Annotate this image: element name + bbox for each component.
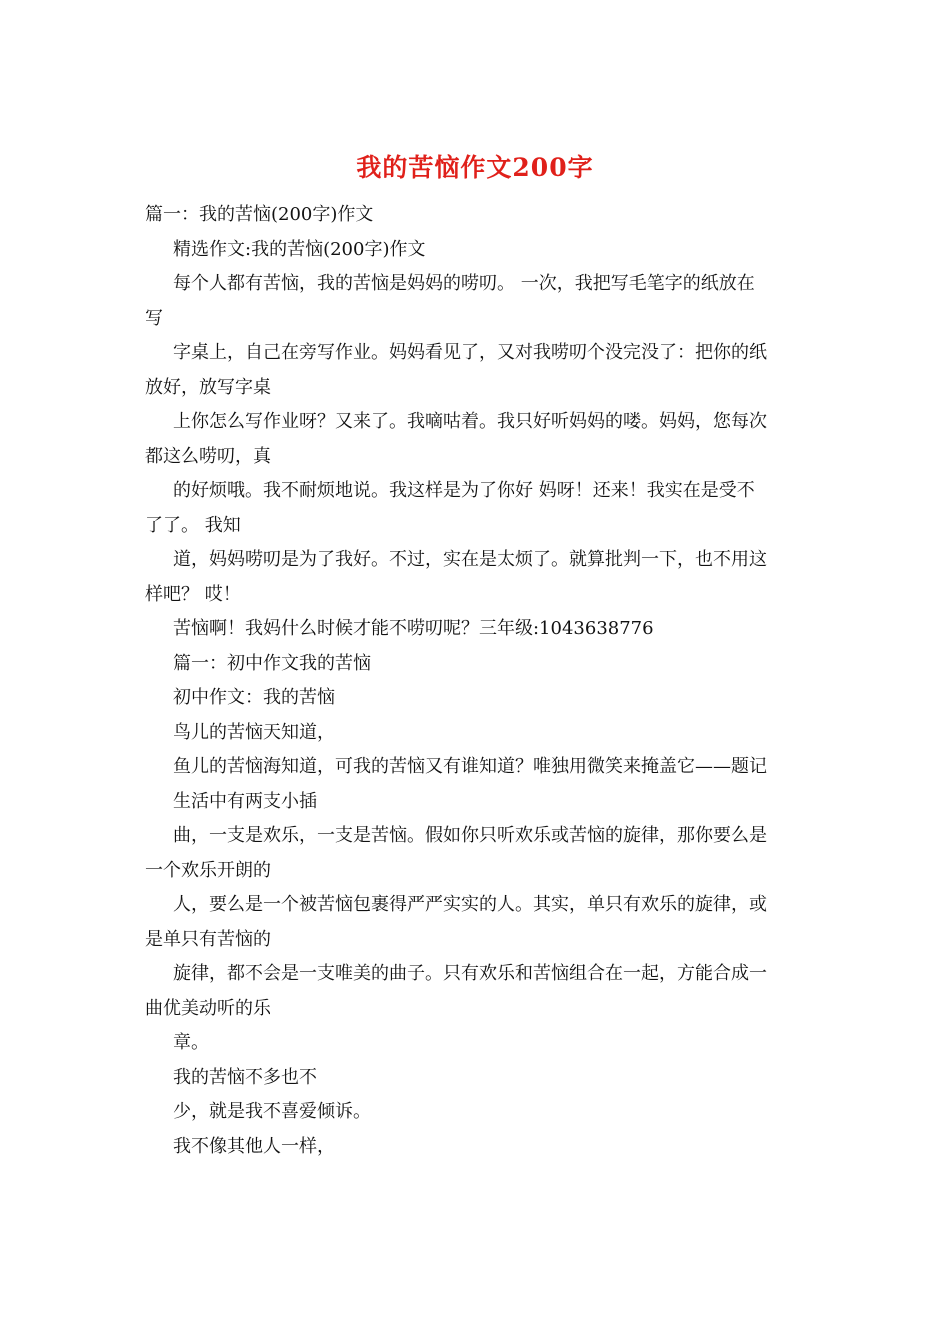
text-line: 生活中有两支小插 xyxy=(173,790,317,812)
text-line: 我的苦恼不多也不 xyxy=(173,1066,317,1088)
text-line: 都这么唠叨，真 xyxy=(145,445,271,467)
text-line: 道，妈妈唠叨是为了我好。不过，实在是太烦了。就算批判一下，也不用这 xyxy=(173,549,767,570)
text-line: 苦恼啊！我妈什么时候才能不唠叨呢？三年级:1043638776 xyxy=(173,618,654,639)
text-line: 章。 xyxy=(173,1032,209,1053)
text-line: 字桌上，自己在旁写作业。妈妈看见了，又对我唠叨个没完没了：把你的纸 xyxy=(173,342,767,363)
text-line: 篇一：我的苦恼(200字)作文 xyxy=(145,204,374,225)
text-line: 上你怎么写作业呀？又来了。我嘀咕着。我只好听妈妈的喽。妈妈，您每次 xyxy=(173,411,767,432)
text-line: 我不像其他人一样， xyxy=(173,1135,335,1157)
text-line: 放好，放写字桌 xyxy=(145,376,271,398)
text-line: 了了。 我知 xyxy=(145,514,241,536)
text-line: 精选作文:我的苦恼(200字)作文 xyxy=(173,238,426,260)
text-line: 一个欢乐开朗的 xyxy=(145,859,271,881)
text-line: 少，就是我不喜爱倾诉。 xyxy=(173,1101,371,1122)
text-line: 初中作文：我的苦恼 xyxy=(173,687,335,708)
text-line: 鸟儿的苦恼天知道， xyxy=(173,721,335,743)
text-line: 每个人都有苦恼，我的苦恼是妈妈的唠叨。 一次，我把写毛笔字的纸放在 xyxy=(173,273,755,294)
text-line: 篇一：初中作文我的苦恼 xyxy=(173,652,371,674)
text-line: 曲优美动听的乐 xyxy=(145,997,271,1019)
text-line: 的好烦哦。我不耐烦地说。我这样是为了你好 妈呀！还来！我实在是受不 xyxy=(173,480,755,501)
text-line: 曲，一支是欢乐，一支是苦恼。假如你只听欢乐或苦恼的旋律，那你要么是 xyxy=(173,825,767,846)
document-title: 我的苦恼作文200字 xyxy=(356,153,594,182)
text-line: 人，要么是一个被苦恼包裹得严严实实的人。其实，单只有欢乐的旋律，或 xyxy=(173,894,767,915)
text-line: 写 xyxy=(145,307,163,329)
text-line: 是单只有苦恼的 xyxy=(145,928,271,950)
document-body xyxy=(145,198,813,1164)
text-line: 样吧？ 哎！ xyxy=(145,583,241,605)
text-line: 旋律，都不会是一支唯美的曲子。只有欢乐和苦恼组合在一起，方能合成一 xyxy=(173,963,767,984)
text-line: 鱼儿的苦恼海知道，可我的苦恼又有谁知道？唯独用微笑来掩盖它——题记 xyxy=(173,756,767,777)
